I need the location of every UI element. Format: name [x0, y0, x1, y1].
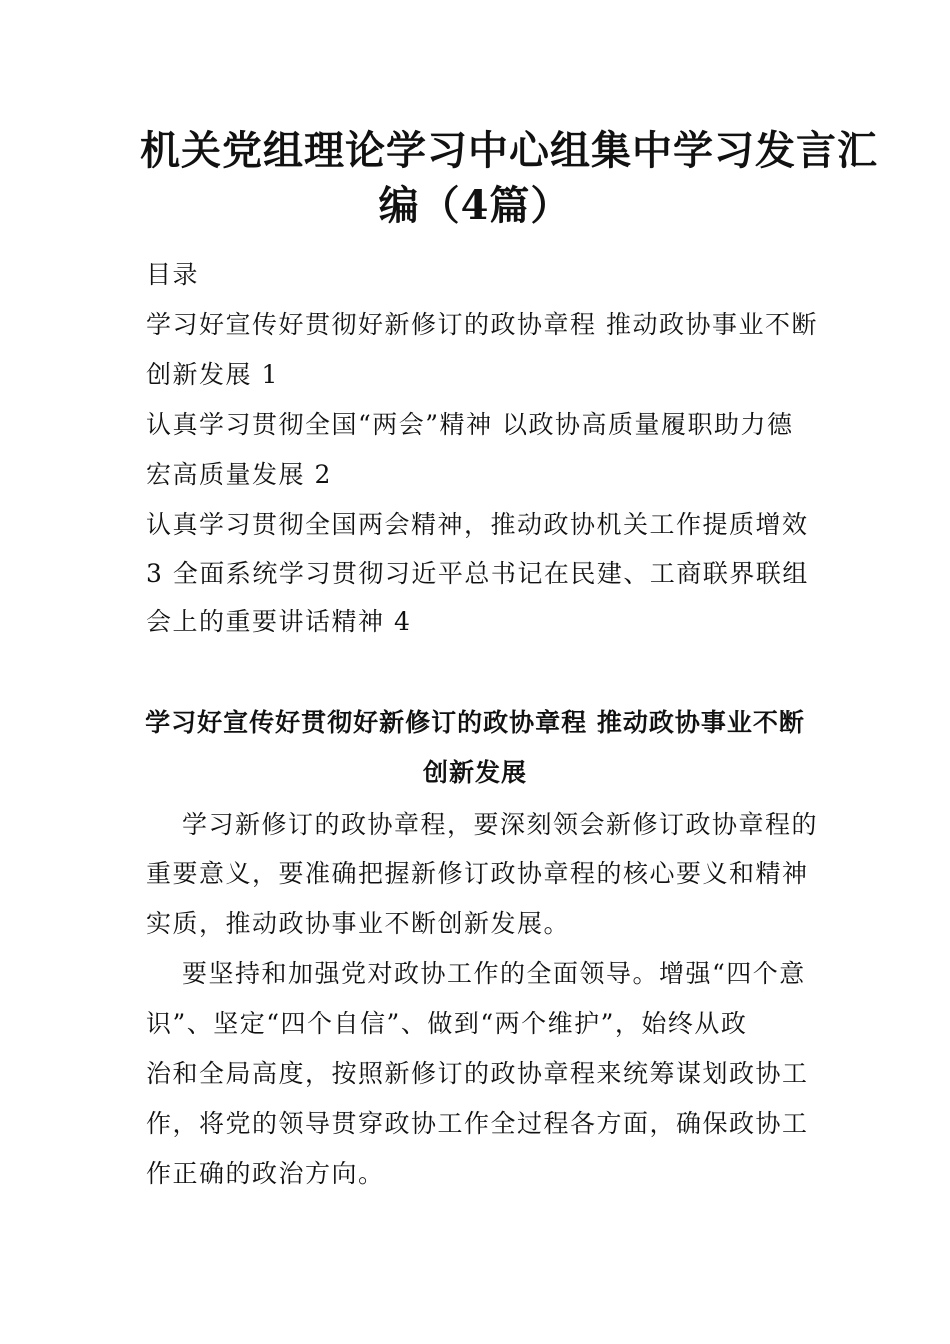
toc-entry-line: 3 全面系统学习贯彻习近平总书记在民建、工商联界联组	[146, 559, 809, 588]
toc-entry-line: 会上的重要讲话精神 4	[146, 607, 412, 636]
toc-entry-line: 学习好宣传好贯彻好新修订的政协章程 推动政协事业不断	[146, 310, 818, 339]
toc-entry-line: 认真学习贯彻全国“两会”精神 以政协高质量履职助力德	[146, 410, 794, 439]
paragraph-line: 治和全局高度，按照新修订的政协章程来统筹谋划政协工	[146, 1059, 809, 1088]
toc-entry-line: 认真学习贯彻全国两会精神，推动政协机关工作提质增效	[146, 510, 809, 539]
document-title-line-1: 机关党组理论学习中心组集中学习发言汇	[140, 127, 878, 174]
paragraph-line: 实质，推动政协事业不断创新发展。	[146, 909, 571, 938]
section-title-line-1: 学习好宣传好贯彻好新修订的政协章程 推动政协事业不断	[145, 708, 805, 737]
paragraph-line: 要坚持和加强党对政协工作的全面领导。增强“四个意	[182, 959, 806, 988]
toc-entry-line: 宏高质量发展 2	[146, 460, 332, 489]
section-title-line-2: 创新发展	[422, 758, 527, 787]
paragraph-line: 识”、坚定“四个自信”、做到“两个维护”，始终从政	[146, 1009, 748, 1038]
paragraph-line: 重要意义，要准确把握新修订政协章程的核心要义和精神	[146, 859, 809, 888]
document-title-line-2: 编（4篇）	[378, 182, 572, 229]
paragraph-line: 作，将党的领导贯穿政协工作全过程各方面，确保政协工	[146, 1109, 809, 1138]
paragraph-line: 作正确的政治方向。	[146, 1159, 385, 1188]
paragraph-line: 学习新修订的政协章程，要深刻领会新修订政协章程的	[182, 810, 819, 839]
toc-heading: 目录	[146, 260, 200, 289]
toc-entry-line: 创新发展 1	[146, 360, 279, 389]
